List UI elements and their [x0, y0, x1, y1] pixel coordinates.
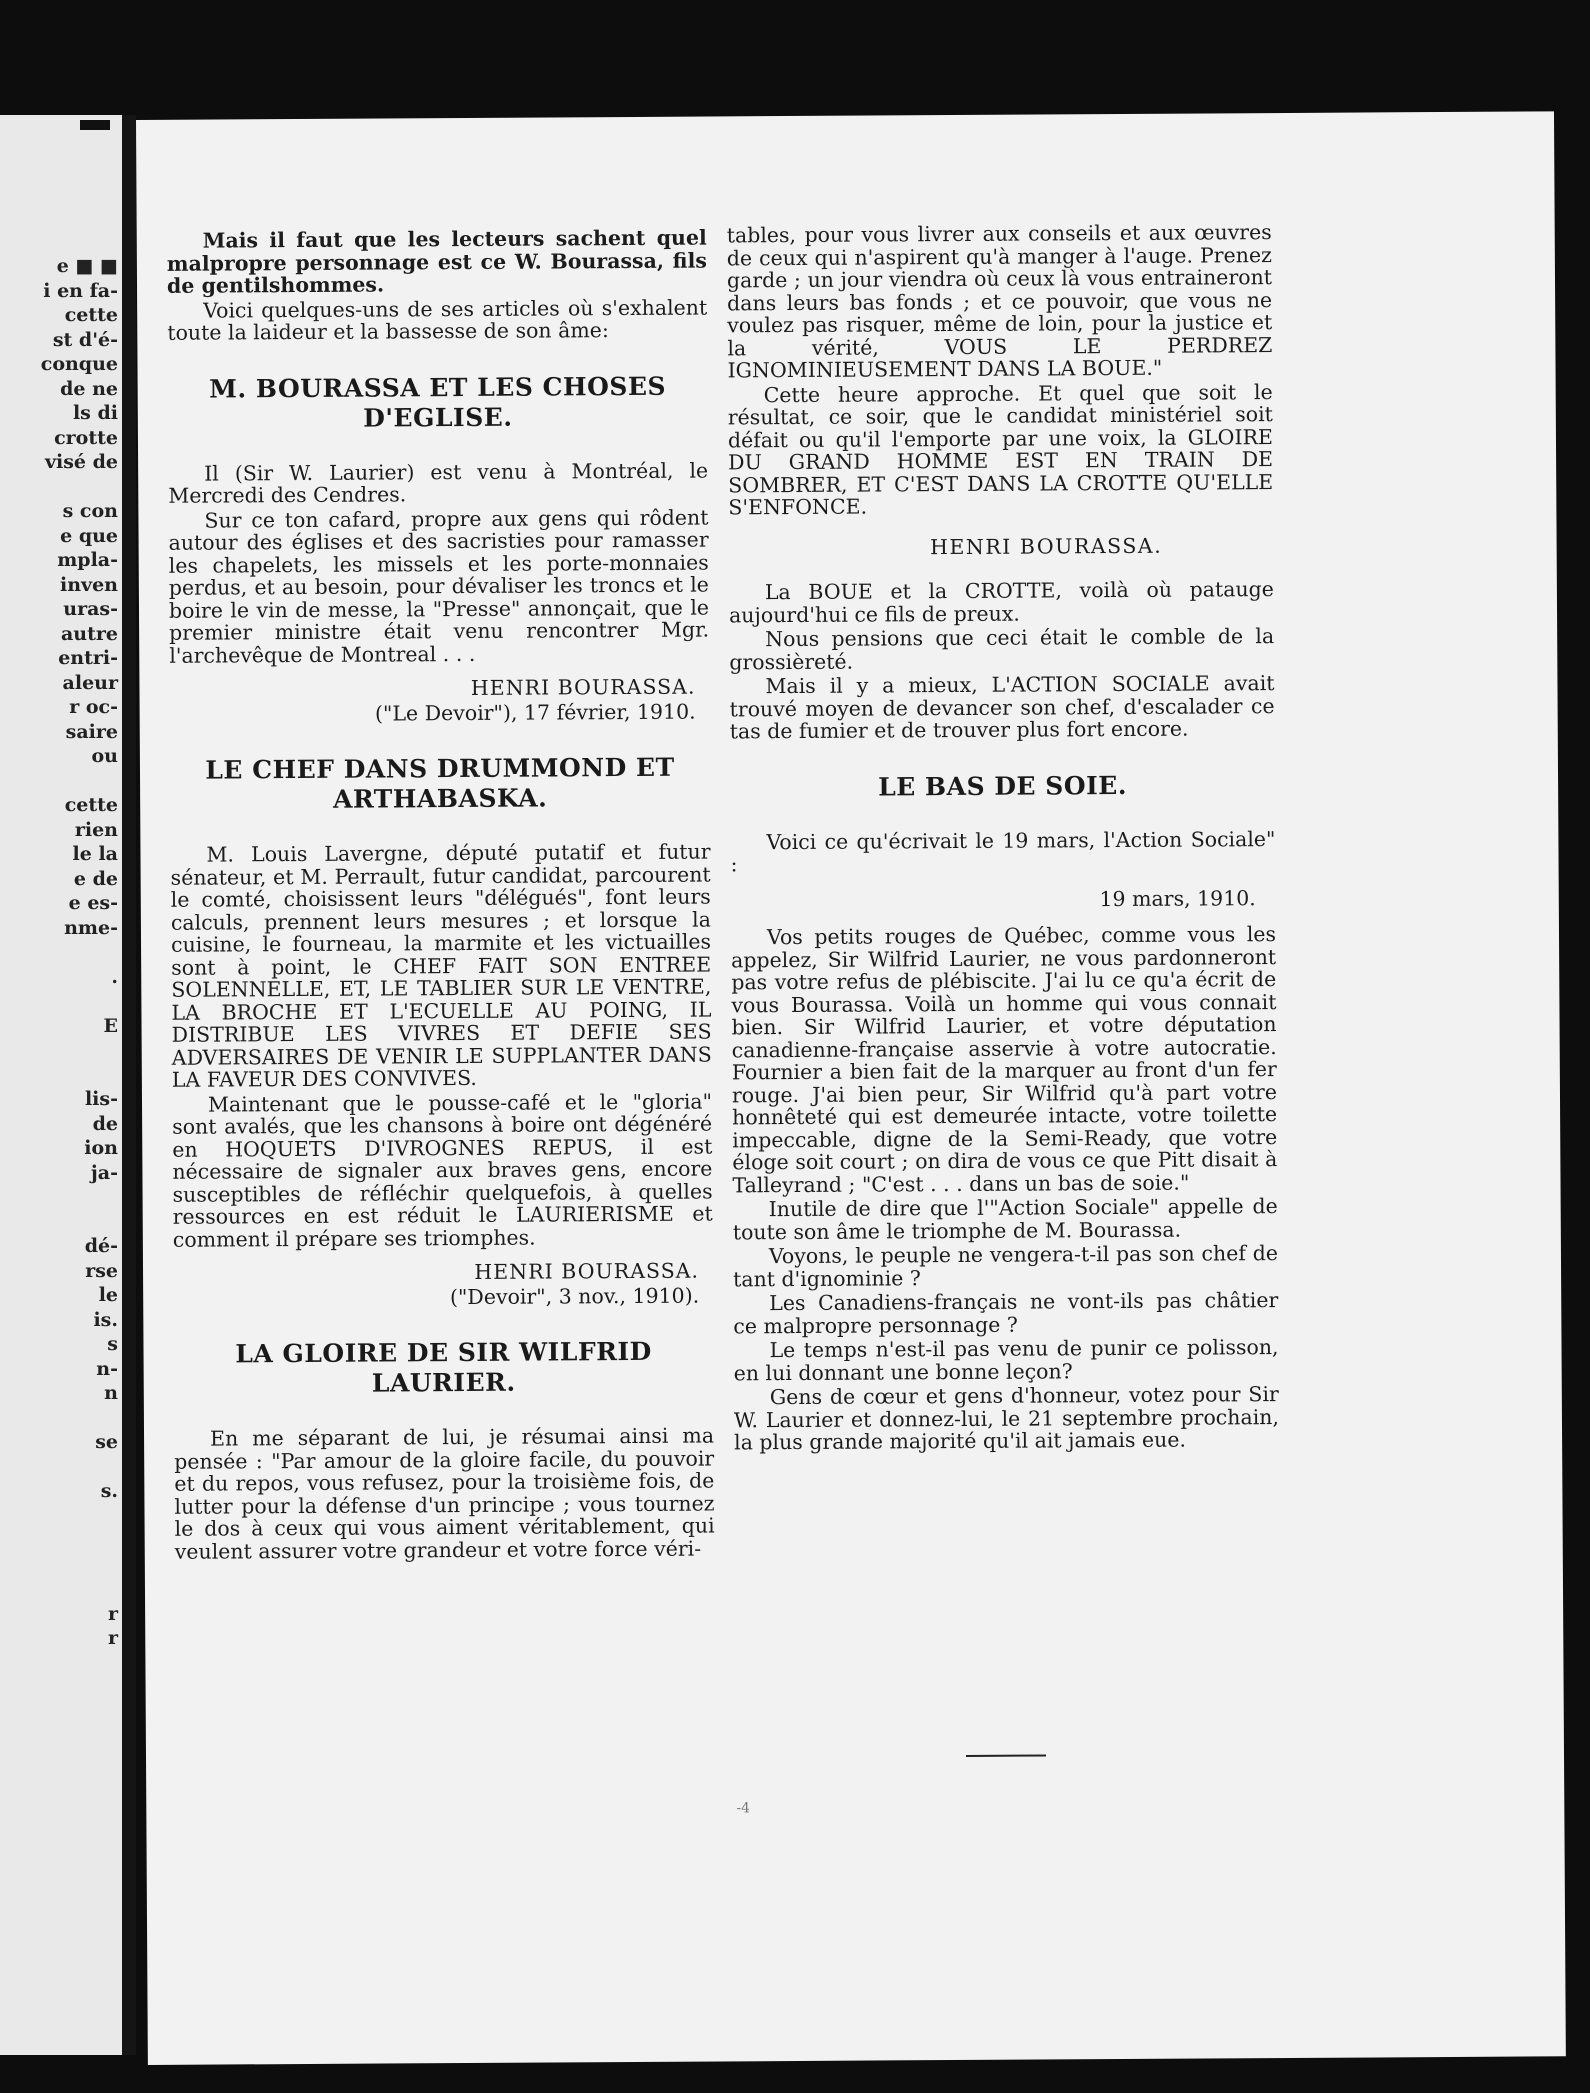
signature: HENRI BOURASSA. [474, 1258, 700, 1284]
article-paragraph: Inutile de dire que l'"Action Sociale" appelle de toute son âme le triomphe de M. Bourassa. [732, 1194, 1278, 1244]
article-paragraph: Cette heure approche. Et quel que soit le résultat, ce soir, que le candidat ministériel soit défait ou qu'il l'emporte par une voix, la GLOIRE DU GRAND HOMME EST EN TRAIN DE SOMBRER, ET C'EST DANS LA CROTTE QU'ELLE S'ENFONCE. [727, 379, 1274, 520]
article-paragraph: Voyons, le peuple ne vengera-t-il pas son chef de tant d'ignominie ? [733, 1241, 1279, 1291]
article-paragraph: Sur ce ton cafard, propre aux gens qui rôdent autour des églises et des sacristies pour ramasser les chapelets, les missels et les porte-monnaies perdus, et au besoin, pour dévaliser les troncs et le boire le vin de messe, la "Presse" annonçait, que le premier ministre était venu rencontrer Mgr. l'archevêque de Montreal . . . [168, 505, 710, 668]
previous-page-fragment: st d'é- [52, 328, 118, 351]
article-paragraph: Mais il y a mieux, L'ACTION SOCIALE avait trouvé moyen de devancer son chef, d'escalader ce tas de fumier et de trouver plus fort encore. [729, 671, 1275, 744]
right-column [727, 221, 1280, 1456]
previous-page-fragment: r oc- [69, 696, 118, 718]
ink-spot [80, 120, 110, 130]
article-paragraph: Maintenant que le pousse-café et le "gloria" sont avalés, que les chansons à boire ont dégénéré en HOQUETS D'IVROGNES REPUS, il est nécessaire de signaler aux braves gens, encore susceptibles de réfléchir quelquefois, à quelles ressources en est réduit le LAURIERISME et comment il prépare ses triomphes. [172, 1089, 713, 1252]
article-paragraph: Vos petits rouges de Québec, comme vous les appelez, Sir Wilfrid Laurier, ne vous pardonneront pas votre refus de plébiscite. J'ai lu ce qu'a écrit de vous Bourassa. Voilà un homme qui vous connait bien. Sir Wilfrid Laurier, et votre députation canadienne-française asservie à votre autocratie. Fournier a bien fait de la marquer au front d'un fer rouge. J'ai bien peur, Sir Wilfrid qu'à part votre honnêteté qui est demeurée intacte, votre toilette impeccable, digne de la Semi-Ready, que votre éloge soit court ; on dira de vous ce que Pitt disait à Talleyrand ; "C'est . . . dans un bas de soie." [731, 922, 1278, 1197]
signature: HENRI BOURASSA. [929, 533, 1163, 559]
previous-page-fragment: mpla- [57, 549, 118, 571]
article-paragraph: Gens de cœur et gens d'honneur, votez pour Sir W. Laurier et donnez-lui, le 21 septembre prochain, la plus grande majorité qu'il ait jamais eue. [733, 1382, 1280, 1455]
previous-page-fragment: entri- [58, 647, 118, 669]
source-citation: ("Le Devoir"), 17 février, 1910. [374, 699, 696, 726]
previous-page-fragment: dé- [84, 1235, 118, 1257]
article-title-gloire-laurier: LA GLOIRE DE SIR WILFRID LAURIER. [235, 1336, 652, 1398]
previous-page-fragment: rien [74, 818, 118, 841]
article-title-choses-eglise: M. BOURASSA ET LES CHOSES D'EGLISE. [209, 371, 667, 433]
article-paragraph: En me séparant de lui, je résumai ainsi ma pensée : "Par amour de la gloire facile, du pouvoir et du repos, vous refusez, pour la troisième fois, de lutter pour la défense d'un principe ; vous tournez le dos à ceux qui vous aiment véritablement, qui veulent assurer votre grandeur et votre force véri- [174, 1423, 715, 1564]
previous-page-fragment: autre [61, 622, 118, 645]
previous-page-fragment: ja- [90, 1161, 118, 1184]
previous-page-fragment: ls di [72, 402, 118, 424]
previous-page-fragment: rse [85, 1259, 118, 1282]
previous-page-fragment: se [95, 1431, 118, 1453]
article-paragraph: Le temps n'est-il pas venu de punir ce polisson, en lui donnant une bonne leçon? [733, 1335, 1279, 1385]
previous-page-fragment: e ■ ■ [56, 255, 118, 277]
source-citation: ("Devoir", 3 nov., 1910). [449, 1283, 700, 1309]
previous-page-fragment: r [107, 1602, 118, 1625]
article-paragraph: La BOUE et la CROTTE, voilà où patauge aujourd'hui ce fils de preux. [728, 577, 1274, 627]
article-paragraph: M. Louis Lavergne, député putatif et futur sénateur, et M. Perrault, futur candidat, parcourent le comté, choisissent leurs "délégués", font leurs calculs, prennent leurs mesures ; et lorsque la cuisine, le fourneau, la marmite et les victuailles sont à point, le CHEF FAIT SON ENTREE SOLENNELLE, ET, LE TABLIER SUR LE VENTRE, LA BROCHE ET L'ECUELLE AU POING, IL DISTRIBUE LES VIVRES ET DEFIE SES ADVERSAIRES DE VENIR LE SUPPLANTER DANS LA FAVEUR DES CONVIVES. [170, 839, 712, 1092]
signature: HENRI BOURASSA. [470, 674, 696, 700]
previous-page-fragment: conque [40, 353, 118, 375]
previous-page-fragment: e de [73, 867, 118, 890]
previous-page-fragment: s con [62, 500, 118, 522]
previous-page-fragment: le la [72, 843, 118, 865]
previous-page-fragment: E [103, 1014, 118, 1037]
book-gutter [122, 115, 136, 2055]
previous-page-fragment: e es- [68, 892, 118, 914]
previous-page-fragment: le [98, 1284, 118, 1306]
document-page [136, 111, 1566, 2065]
previous-page-fragment: e que [60, 524, 118, 547]
previous-page-fragment: is. [93, 1308, 118, 1331]
previous-page-fragment: ion [84, 1137, 118, 1159]
previous-page-fragment: n- [96, 1357, 118, 1380]
end-divider [966, 1754, 1046, 1756]
left-column [167, 227, 715, 1565]
previous-page-fragment: cette [64, 304, 118, 326]
previous-page-fragment: de ne [60, 377, 118, 400]
previous-page-fragment: uras- [63, 598, 118, 620]
previous-page-fragment: visé de [44, 451, 118, 473]
article-paragraph: Nous pensions que ceci était le comble de la grossièreté. [729, 624, 1275, 674]
previous-page-fragment: s [107, 1333, 118, 1355]
previous-page-fragment: lis- [84, 1088, 118, 1110]
article-date: 19 mars, 1910. [1099, 885, 1256, 911]
article-title-chef-drummond: LE CHEF DANS DRUMMOND ET ARTHABASKA. [205, 752, 675, 814]
article-title-bas-de-soie: LE BAS DE SOIE. [878, 770, 1128, 801]
previous-page-strip [0, 115, 122, 2055]
previous-page-fragment: nme- [64, 916, 118, 939]
article-paragraph: Voici ce qu'écrivait le 19 mars, l'Action Sociale" : [730, 826, 1276, 877]
previous-page-fragment: i en fa- [43, 279, 118, 302]
page-number: -4 [736, 1800, 751, 1817]
article-paragraph: Les Canadiens-français ne vont-ils pas châtier ce malpropre personnage ? [733, 1288, 1279, 1338]
previous-page-fragment: r [107, 1627, 118, 1649]
previous-page-fragment: aleur [62, 671, 118, 694]
previous-page-fragment: saire [65, 720, 118, 743]
article-paragraph: tables, pour vous livrer aux conseils et aux œuvres de ceux qui n'aspirent qu'à manger à l'auge. Prenez garde ; un jour viendra où ceux là vous entraineront dans leurs bas fonds ; et ce pouvoir, que vous ne voulez pas risquer, même de loin, pour la justice et la vérité, VOUS LE PERDREZ IGNOMINIEUSEMENT DANS LA BOUE." [726, 220, 1273, 383]
previous-page-fragment: . [111, 965, 118, 988]
intro-paragraph-2: Voici quelques-uns de ses articles où s'exhalent toute la laideur et la bassesse de son âme: [167, 295, 708, 345]
article-paragraph: Il (Sir W. Laurier) est venu à Montréal, le Mercredi des Cendres. [168, 458, 709, 508]
previous-page-fragment: n [104, 1382, 118, 1404]
previous-page-fragment: de [92, 1112, 118, 1135]
previous-page-fragment: crotte [54, 426, 118, 449]
previous-page-fragment: ou [91, 745, 118, 767]
previous-page-fragment: cette [64, 794, 118, 816]
previous-page-fragment: s. [100, 1480, 118, 1502]
intro-paragraph-1: Mais il faut que les lecteurs sachent quel malpropre personnage est ce W. Bourassa, fils de gentilshommes. [166, 225, 707, 298]
previous-page-fragment: inven [60, 573, 118, 596]
